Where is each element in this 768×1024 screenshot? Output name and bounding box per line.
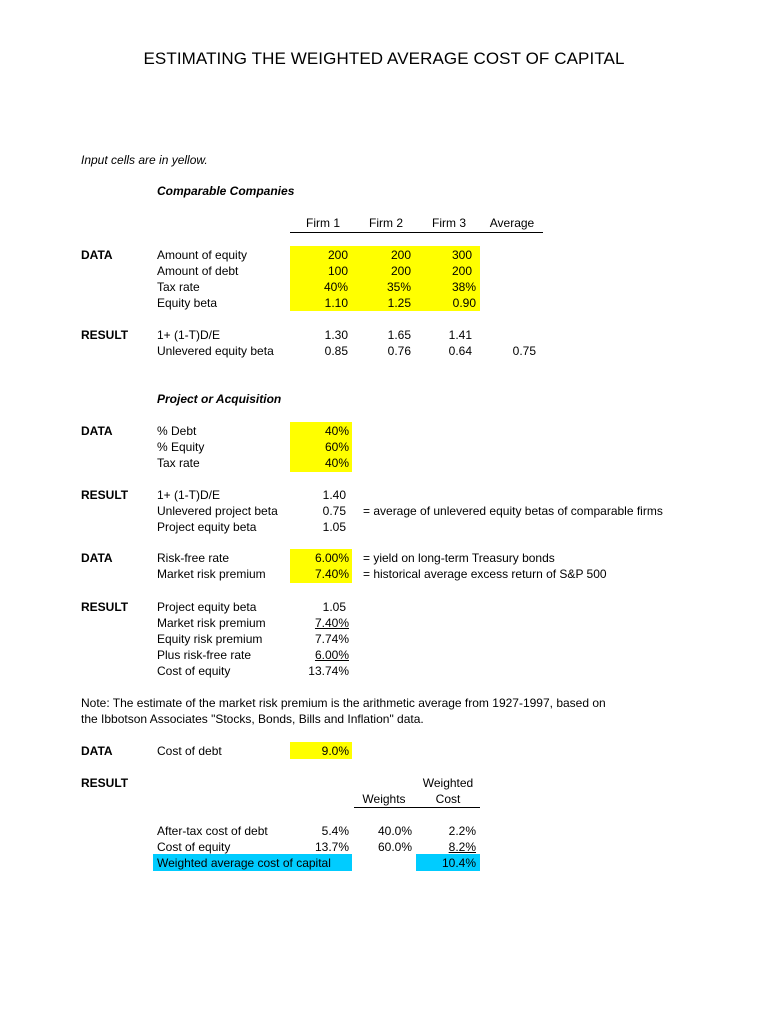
cell-value: 1.40 [322, 488, 346, 502]
row-label: 1+ (1-T)D/E [157, 488, 221, 502]
cell-value[interactable]: 1.25 [387, 296, 411, 310]
cell-value: 1.05 [322, 600, 346, 614]
market-data-label: DATA [81, 551, 113, 565]
wacc-total-value: 10.4% [441, 856, 476, 870]
row-label: Amount of debt [157, 264, 239, 278]
row-label: After-tax cost of debt [157, 824, 268, 838]
row-label: Cost of equity [157, 840, 231, 854]
wacc-result-label: RESULT [81, 776, 129, 790]
project-heading: Project or Acquisition [157, 392, 282, 406]
wacc-header-underline [354, 807, 480, 808]
equity-result-label: RESULT [81, 600, 129, 614]
cell-value[interactable]: 100 [327, 264, 348, 278]
col-firm-3: Firm 3 [432, 216, 466, 230]
row-label: Amount of equity [157, 248, 248, 262]
row-label: Unlevered project beta [157, 504, 278, 518]
col-firm-1: Firm 1 [306, 216, 340, 230]
cell-note: = historical average excess return of S&P 500 [363, 567, 607, 581]
cell-value: 1.41 [448, 328, 472, 342]
row-label: Project equity beta [157, 600, 257, 614]
row-label: Plus risk-free rate [157, 648, 252, 662]
row-label: Equity beta [157, 296, 218, 310]
cell-value: 1.30 [324, 328, 348, 342]
page-title: ESTIMATING THE WEIGHTED AVERAGE COST OF CAPITAL [143, 49, 625, 68]
comparable-data-label: DATA [81, 248, 113, 262]
cell-value[interactable]: 6.00% [314, 551, 349, 565]
col-weighted-line-1: Weighted [422, 776, 474, 790]
row-label: Weighted average cost of capital [157, 856, 331, 870]
row-label: % Debt [157, 424, 197, 438]
cell-value: 40.0% [377, 824, 412, 838]
comparable-heading: Comparable Companies [157, 184, 295, 198]
project-result-label: RESULT [81, 488, 129, 502]
col-average: Average [489, 216, 535, 230]
row-label: Equity risk premium [157, 632, 263, 646]
project-data-label: DATA [81, 424, 113, 438]
row-label: Unlevered equity beta [157, 344, 274, 358]
cell-value[interactable]: 1.10 [324, 296, 348, 310]
cell-value[interactable]: 35% [386, 280, 411, 294]
col-weights: Weights [362, 792, 406, 806]
cell-value[interactable]: 7.40% [314, 567, 349, 581]
cell-value: 0.75 [322, 504, 346, 518]
cell-value: 7.40% [314, 616, 349, 630]
row-label: Cost of debt [157, 744, 222, 758]
cell-value[interactable]: 200 [327, 248, 348, 262]
cell-value: 6.00% [314, 648, 349, 662]
cell-value: 2.2% [448, 824, 476, 838]
cell-value: 0.85 [324, 344, 348, 358]
cell-value: 60.0% [377, 840, 412, 854]
cell-value[interactable]: 38% [451, 280, 476, 294]
cell-value[interactable]: 200 [451, 264, 472, 278]
row-label: Project equity beta [157, 520, 257, 534]
cell-value: 0.76 [387, 344, 411, 358]
note-line-1: Note: The estimate of the market risk premium is the arithmetic average from 1927-1997, based on [81, 696, 606, 710]
cell-value[interactable]: 9.0% [321, 744, 349, 758]
header-underline [290, 232, 543, 233]
cell-note: = average of unlevered equity betas of comparable firms [363, 504, 663, 518]
row-label: Market risk premium [157, 567, 266, 581]
cell-value: 7.74% [314, 632, 349, 646]
row-label: Cost of equity [157, 664, 231, 678]
row-label: % Equity [157, 440, 205, 454]
cell-value[interactable]: 200 [390, 264, 411, 278]
average-value: 0.75 [512, 344, 536, 358]
cell-value: 1.05 [322, 520, 346, 534]
input-note: Input cells are in yellow. [81, 153, 208, 167]
cell-value: 0.64 [448, 344, 472, 358]
cell-value[interactable]: 40% [324, 424, 349, 438]
cell-value[interactable]: 40% [324, 456, 349, 470]
row-label: 1+ (1-T)D/E [157, 328, 221, 342]
row-label: Tax rate [157, 456, 200, 470]
cell-value[interactable]: 300 [451, 248, 472, 262]
comparable-result-label: RESULT [81, 328, 129, 342]
cell-value[interactable]: 40% [323, 280, 348, 294]
row-label: Tax rate [157, 280, 200, 294]
cell-value[interactable]: 60% [324, 440, 349, 454]
row-label: Risk-free rate [157, 551, 230, 565]
cell-value[interactable]: 200 [390, 248, 411, 262]
cell-value: 13.7% [314, 840, 349, 854]
cell-value: 5.4% [321, 824, 349, 838]
cell-value[interactable]: 0.90 [452, 296, 476, 310]
cell-value: 1.65 [387, 328, 411, 342]
row-label: Market risk premium [157, 616, 266, 630]
cell-value: 8.2% [448, 840, 476, 854]
cell-value: 13.74% [308, 664, 349, 678]
debt-data-label: DATA [81, 744, 113, 758]
cell-note: = yield on long-term Treasury bonds [363, 551, 555, 565]
col-firm-2: Firm 2 [369, 216, 403, 230]
note-line-2: the Ibbotson Associates "Stocks, Bonds, Bills and Inflation" data. [81, 712, 424, 726]
col-weighted-line-2: Cost [435, 792, 461, 806]
